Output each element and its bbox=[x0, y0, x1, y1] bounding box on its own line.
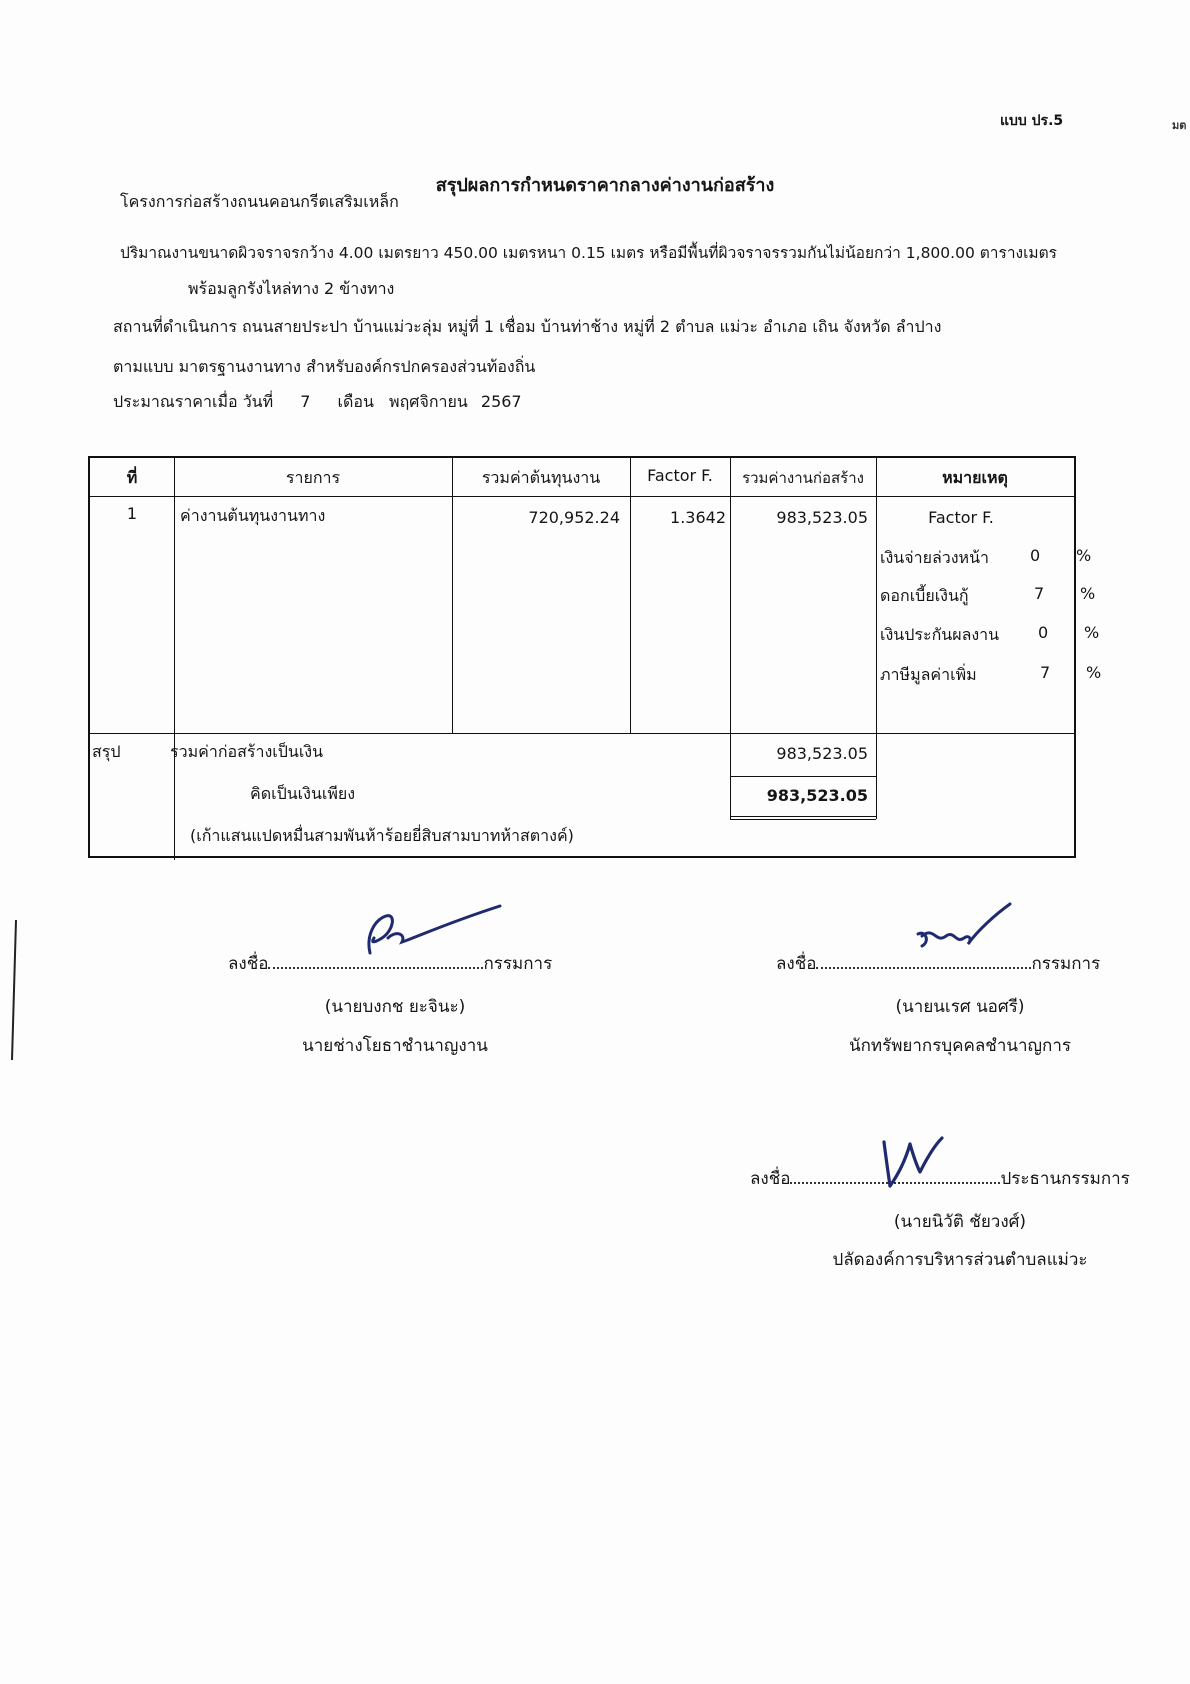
margin-mark: มต bbox=[1172, 119, 1187, 132]
signatory-position-left: นายช่างโยธาชำนาญงาน bbox=[302, 1036, 488, 1056]
remark-value: 0 bbox=[1030, 546, 1041, 565]
remark-value: 0 bbox=[1038, 623, 1049, 642]
handwritten-signature-left bbox=[340, 898, 510, 968]
row-factor: 1.3642 bbox=[670, 508, 726, 527]
estimate-date bbox=[113, 390, 522, 415]
remark-label: ภาษีมูลค่าเพิ่ม bbox=[880, 665, 977, 684]
handwritten-signature-right bbox=[900, 900, 1020, 960]
work-location: สถานที่ดำเนินการ ถนนสายประปา บ้านแม่วะลุ่ม หมู่ที่ 1 เชื่อม บ้านท่าช้าง หมู่ที่ 2 ตำบล แม่วะ อำเภอ เถิน จังหวัด ลำปาง bbox=[113, 317, 942, 336]
remark-label: เงินจ่ายล่วงหน้า bbox=[880, 548, 990, 567]
work-quantity-continued: พร้อมลูกรังไหล่ทาง 2 ข้างทาง bbox=[188, 279, 395, 298]
cost-summary-table bbox=[88, 456, 1102, 858]
remark-value: 7 bbox=[1034, 584, 1045, 603]
remark-value: 7 bbox=[1040, 663, 1051, 682]
column-header-item: รายการ bbox=[285, 468, 341, 487]
estimate-year: 2567 bbox=[480, 392, 522, 411]
remark-label: ดอกเบี้ยเงินกู้ bbox=[880, 586, 969, 605]
estimate-month: พฤศจิกายน bbox=[389, 392, 468, 411]
signatory-name-left: (นายบงกช ยะจินะ) bbox=[324, 997, 466, 1017]
remark-unit: % bbox=[1086, 663, 1102, 682]
remarks-heading: Factor F. bbox=[928, 508, 994, 527]
handwritten-signature-chairman bbox=[870, 1132, 960, 1192]
estimate-month-label: เดือน bbox=[337, 392, 374, 411]
signature-line-chairman: ลงชื่อ ประธานกรรมการ bbox=[750, 1169, 1130, 1189]
column-header-factor: Factor F. bbox=[647, 466, 713, 485]
column-header-cost: รวมค่าต้นทุนงาน bbox=[481, 468, 601, 487]
project-name: โครงการก่อสร้างถนนคอนกรีตเสริมเหล็ก bbox=[120, 192, 399, 211]
estimate-prefix: ประมาณราคาเมื่อ วันที่ bbox=[113, 392, 274, 411]
signatory-position-right: นักทรัพยากรบุคคลชำนาญการ bbox=[848, 1036, 1072, 1056]
estimate-day: 7 bbox=[300, 392, 311, 411]
design-standard: ตามแบบ มาตรฐานงานทาง สำหรับองค์กรปกครองส่วนท้องถิ่น bbox=[113, 357, 536, 376]
scan-edge-artifact bbox=[0, 920, 20, 1120]
signatory-position-chairman: ปลัดองค์การบริหารส่วนตำบลแม่วะ bbox=[832, 1250, 1088, 1270]
document-title: สรุปผลการกำหนดราคากลางค่างานก่อสร้าง bbox=[435, 175, 775, 196]
signatory-name-chairman: (นายนิวัติ ชัยวงศ์) bbox=[893, 1212, 1027, 1232]
summary-label: สรุป bbox=[92, 742, 121, 761]
summary-amount-in-words: (เก้าแสนแปดหมื่นสามพันห้าร้อยยี่สิบสามบาทห้าสตางค์) bbox=[190, 826, 574, 845]
column-header-no: ที่ bbox=[126, 468, 138, 487]
form-code: แบบ ปร.5 bbox=[1000, 113, 1064, 129]
remark-unit: % bbox=[1080, 584, 1096, 603]
row-no: 1 bbox=[126, 504, 138, 523]
signature-line-left: ลงชื่อ กรรมการ bbox=[228, 954, 553, 974]
summary-total-value: 983,523.05 bbox=[776, 744, 868, 763]
row-cost: 720,952.24 bbox=[528, 508, 620, 527]
remark-unit: % bbox=[1076, 546, 1092, 565]
column-header-remarks: หมายเหตุ bbox=[942, 468, 1008, 487]
row-item: ค่างานต้นทุนงานทาง bbox=[180, 506, 326, 525]
summary-net-label: คิดเป็นเงินเพียง bbox=[250, 784, 356, 803]
column-header-total: รวมค่างานก่อสร้าง bbox=[742, 469, 864, 487]
signatory-name-right: (นายนเรศ นอศรี) bbox=[895, 997, 1025, 1017]
work-quantity: ปริมาณงานขนาดผิวจราจรกว้าง 4.00 เมตรยาว 450.00 เมตรหนา 0.15 เมตร หรือมีพื้นที่ผิวจราจรรวมกันไม่น้อยกว่า 1,800.00 ตารางเมตร bbox=[120, 244, 1058, 262]
summary-total-label: รวมค่าก่อสร้างเป็นเงิน bbox=[170, 742, 324, 761]
signature-line-right: ลงชื่อ กรรมการ bbox=[776, 954, 1101, 974]
remark-label: เงินประกันผลงาน bbox=[880, 625, 1000, 644]
summary-net-value: 983,523.05 bbox=[766, 786, 868, 805]
remark-unit: % bbox=[1084, 623, 1100, 642]
row-total: 983,523.05 bbox=[776, 508, 868, 527]
